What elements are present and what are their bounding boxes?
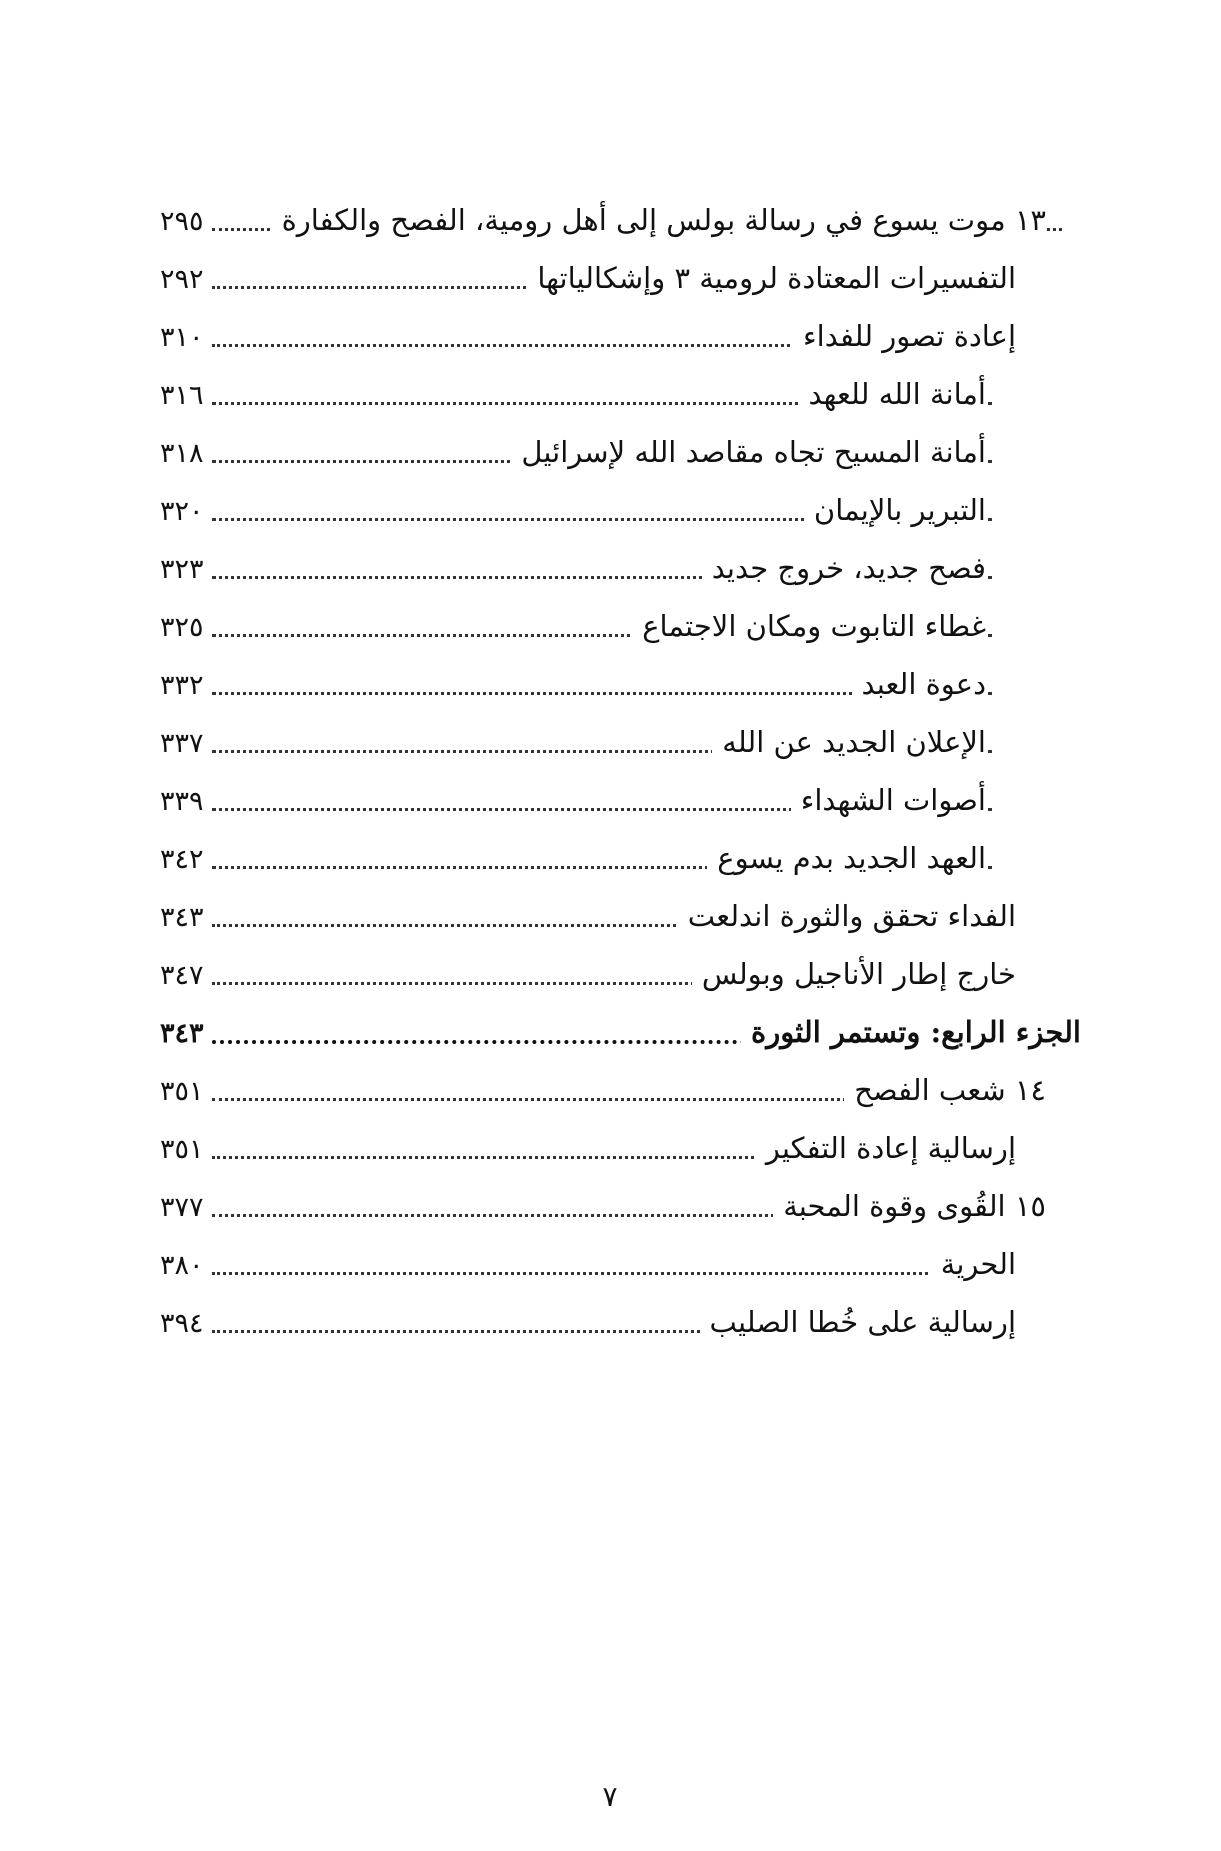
table-of-contents <box>0 198 1221 1598</box>
toc-entry <box>0 372 1221 422</box>
toc-page-number: ٣٩٤ <box>160 1308 204 1339</box>
toc-entry-title: أمانة الله للعهد <box>798 372 986 416</box>
toc-leader-dots <box>212 1272 1012 1275</box>
toc-entry <box>0 894 1221 944</box>
toc-page-number: ٣٤٣ <box>160 902 204 933</box>
toc-entry <box>0 1126 1221 1176</box>
toc-entry <box>0 488 1221 538</box>
toc-page-number: ٣٢٠ <box>160 496 204 527</box>
toc-page-number: ٣٤٣ <box>160 1018 204 1049</box>
toc-page-number: ٣١٠ <box>160 322 204 353</box>
toc-entry <box>0 198 1221 248</box>
toc-entry <box>0 256 1221 306</box>
toc-entry-title: ١٤ شعب الفصح <box>844 1068 1046 1112</box>
toc-entry-title: التبرير بالإيمان <box>804 488 986 532</box>
toc-page-number: ٣٣٢ <box>160 670 204 701</box>
toc-entry-title: أمانة المسيح تجاه مقاصد الله لإسرائيل <box>511 430 986 474</box>
toc-page-number: ٣١٨ <box>160 438 204 469</box>
toc-page-number: ٣٨٠ <box>160 1250 204 1281</box>
toc-page-number: ٣٢٣ <box>160 554 204 585</box>
toc-entry <box>0 1242 1221 1292</box>
toc-entry-title: التفسيرات المعتادة لرومية ٣ وإشكالياتها <box>527 256 1016 300</box>
toc-page-number: ٢٩٢ <box>160 264 204 295</box>
toc-page-number: ٢٩٥ <box>160 206 204 237</box>
toc-entry-title: الفداء تحقق والثورة اندلعت <box>678 894 1016 938</box>
toc-entry <box>0 952 1221 1002</box>
toc-entry-title: أصوات الشهداء <box>791 778 986 822</box>
toc-entry-title: ١٥ القُوى وقوة المحبة <box>773 1184 1046 1228</box>
toc-entry-title: غطاء التابوت ومكان الاجتماع <box>632 604 986 648</box>
toc-entry-title: خارج إطار الأناجيل وبولس <box>692 952 1016 996</box>
toc-entry-title: دعوة العبد <box>852 662 986 706</box>
toc-entry-title: إعادة تصور للفداء <box>793 314 1016 358</box>
toc-entry <box>0 430 1221 480</box>
toc-page-number: ٣٢٥ <box>160 612 204 643</box>
toc-page-number: ٣٣٩ <box>160 786 204 817</box>
toc-page-number: ٣٥١ <box>160 1134 204 1165</box>
toc-entry-title: فصح جديد، خروج جديد <box>702 546 986 590</box>
toc-entry-title: الحرية <box>931 1242 1016 1286</box>
toc-page-number: ٣١٦ <box>160 380 204 411</box>
toc-entry-title: الجزء الرابع: وتستمر الثورة <box>741 1010 1081 1054</box>
toc-entry <box>0 836 1221 886</box>
page-number: ٧ <box>602 1780 618 1813</box>
toc-page-number: ٣٤٢ <box>160 844 204 875</box>
toc-page-number: ٣٤٧ <box>160 960 204 991</box>
toc-entry-title: إرسالية إعادة التفكير <box>756 1126 1016 1170</box>
toc-part-heading <box>0 1010 1221 1060</box>
toc-entry <box>0 604 1221 654</box>
toc-page-number: ٣٥١ <box>160 1076 204 1107</box>
toc-entry-title: إرسالية على خُطا الصليب <box>700 1300 1016 1344</box>
toc-entry <box>0 1068 1221 1118</box>
toc-entry-title: ١٣ موت يسوع في رسالة بولس إلى أهل رومية، الفصح والكفارة <box>272 198 1046 242</box>
toc-entry <box>0 778 1221 828</box>
toc-entry-title: العهد الجديد بدم يسوع <box>707 836 986 880</box>
toc-entry <box>0 314 1221 364</box>
toc-entry <box>0 720 1221 770</box>
toc-entry <box>0 546 1221 596</box>
toc-entry <box>0 1184 1221 1234</box>
toc-entry-title: الإعلان الجديد عن الله <box>712 720 986 764</box>
toc-entry <box>0 1300 1221 1350</box>
toc-entry <box>0 662 1221 712</box>
toc-page-number: ٣٣٧ <box>160 728 204 759</box>
toc-page-number: ٣٧٧ <box>160 1192 204 1223</box>
